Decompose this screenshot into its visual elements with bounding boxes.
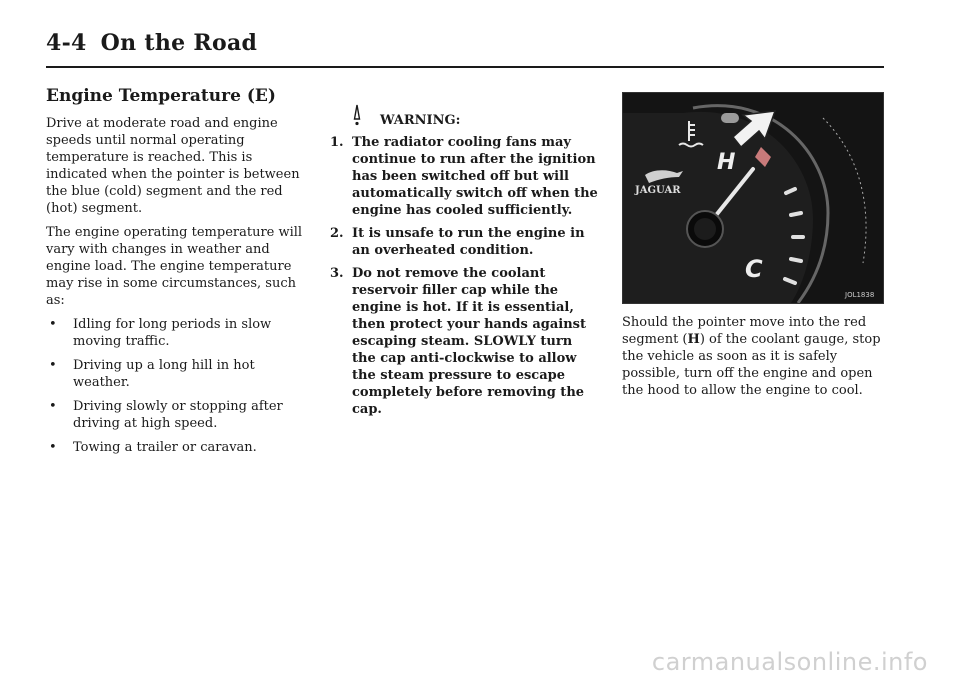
hot-label: H	[717, 150, 736, 175]
warning-list	[330, 134, 598, 418]
page-number: 4-4	[46, 30, 87, 56]
section-title: On the Road	[100, 30, 258, 56]
warning-title: WARNING:	[380, 113, 461, 128]
warning-item-text: The radiator cooling fans may continue to run after the ignition has been switched off but will automatically switch off when the engine has cooled sufficiently.	[352, 135, 598, 218]
warning-item-text: It is unsafe to run the engine in an overheated condition.	[352, 226, 585, 258]
section-heading: Engine Temperature (E)	[46, 86, 276, 106]
intro-paragraph: Drive at moderate road and engine speeds until normal operating temperature is reached. This is indicated when the pointer is between the blue (cold) segment and the red (hot) segment.	[46, 116, 300, 216]
variation-paragraph: The engine operating temperature will vary with changes in weather and engine load. The engine temperature may rise in some circumstances, such as:	[46, 225, 303, 308]
page-header	[46, 30, 257, 56]
warning-item-number: 1.	[330, 135, 344, 150]
cold-label: C	[745, 255, 763, 283]
list-item: • Towing a trailer or caravan.	[46, 439, 308, 456]
warning-header	[330, 110, 598, 130]
list-item: • Idling for long periods in slow moving traffic.	[46, 316, 308, 350]
coolant-gauge	[623, 93, 883, 303]
warning-item-number: 3.	[330, 266, 344, 281]
right-column	[622, 92, 884, 399]
figure-code: JOL1838	[845, 291, 875, 299]
figure-caption	[622, 314, 884, 399]
warning-block	[330, 110, 598, 424]
warning-item	[330, 225, 598, 259]
list-item: • Driving slowly or stopping after driving at high speed.	[46, 398, 308, 432]
left-column	[46, 88, 308, 463]
warning-item-number: 2.	[330, 226, 344, 241]
circumstances-list	[46, 316, 308, 456]
caption-part: ) of the coolant gauge, stop the vehicle as soon as it is safely possible, turn off the engine and open the hood to allow the engine to cool.	[622, 332, 881, 398]
caption-part: Should the pointer move into the red segment (	[622, 315, 867, 347]
warning-item	[330, 134, 598, 219]
warning-item	[330, 265, 598, 418]
header-rule	[46, 66, 884, 68]
watermark: carmanualsonline.info	[651, 648, 928, 676]
warning-icon	[344, 102, 370, 128]
brand-label: JAGUAR	[635, 185, 681, 196]
list-item: • Driving up a long hill in hot weather.	[46, 357, 308, 391]
warning-item-text: Do not remove the coolant reservoir filler cap while the engine is hot. If it is essential, then protect your hands against escaping steam. SLOWLY turn the cap anti-clockwise to allow the steam pressure to escape completely before removing the cap.	[352, 266, 586, 417]
coolant-gauge-figure	[622, 92, 884, 304]
caption-hot-label: H	[687, 332, 700, 347]
